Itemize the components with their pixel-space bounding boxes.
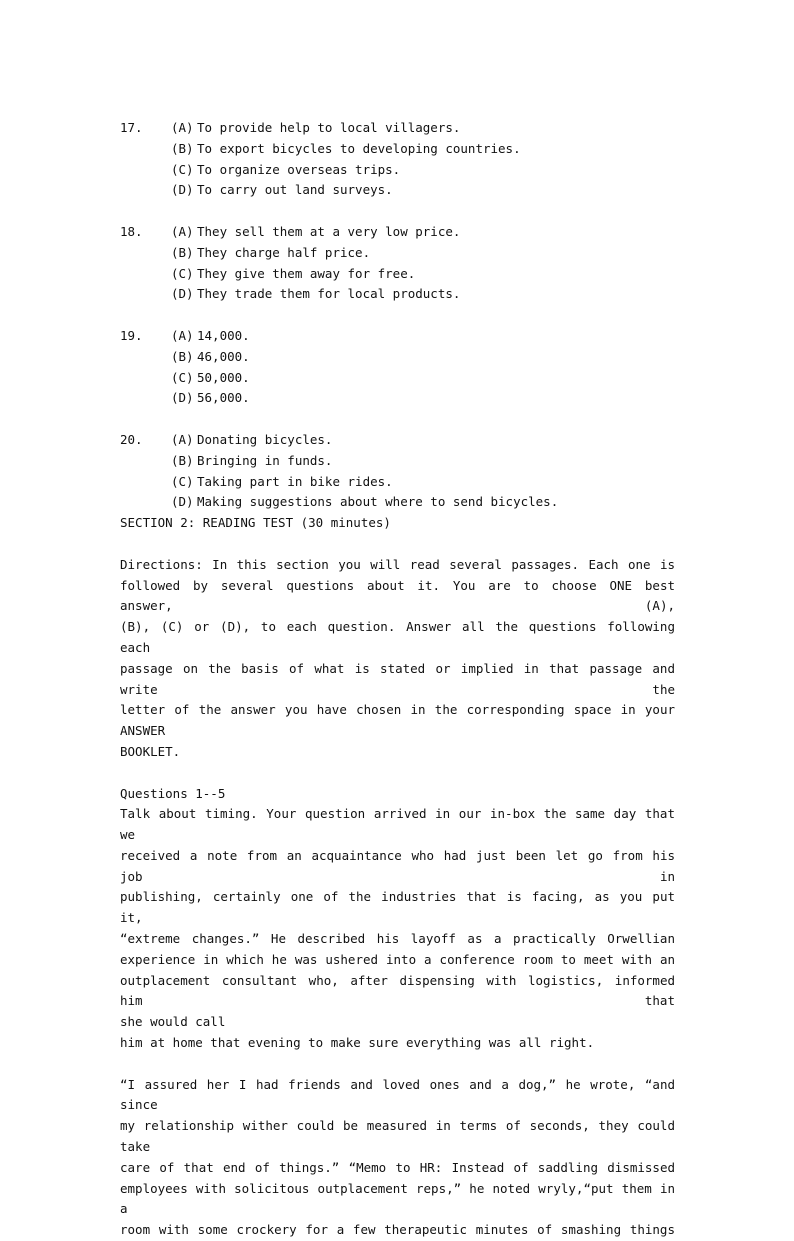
option-letter: (D) xyxy=(171,286,194,302)
directions-line: BOOKLET. xyxy=(120,743,181,759)
option-letter: (A) xyxy=(171,327,194,343)
option-letter: (D) xyxy=(171,182,194,198)
option-text: To carry out land surveys. xyxy=(197,182,393,198)
option-text: To provide help to local villagers. xyxy=(197,120,461,135)
question-19 xyxy=(120,326,675,409)
passage-line: experience in which he was ushered into a conference room to meet with an xyxy=(120,951,675,967)
passage-line: Talk about timing. Your question arrived in our in-box the same day that we xyxy=(120,806,675,843)
directions-line: (B), (C) or (D), to each question. Answer all the questions following each xyxy=(120,619,675,655)
option-letter: (B) xyxy=(171,452,194,468)
question-18 xyxy=(120,222,675,305)
option-text: To export bicycles to developing countries. xyxy=(197,140,521,156)
option-letter: (C) xyxy=(171,161,194,177)
option-letter: (A) xyxy=(171,431,194,447)
option-a xyxy=(171,222,675,243)
option-a xyxy=(171,118,675,139)
option-letter: (C) xyxy=(171,369,194,385)
option-letter: (D) xyxy=(171,494,194,510)
questions-label: Questions 1--5 xyxy=(120,785,226,801)
passage-line: outplacement consultant who, after dispensing with logistics, informed him that xyxy=(120,972,675,1009)
question-number: 19. xyxy=(120,327,143,343)
option-letter: (A) xyxy=(171,120,194,135)
option-text: They sell them at a very low price. xyxy=(197,223,461,239)
option-text: To organize overseas trips. xyxy=(197,161,401,177)
option-text: They trade them for local products. xyxy=(197,286,461,302)
option-b xyxy=(171,243,675,264)
option-letter: (A) xyxy=(171,223,194,239)
passage-paragraph-2 xyxy=(120,1075,675,1241)
passage-line: care of that end of things.” “Memo to HR: Instead of saddling dismissed xyxy=(120,1159,675,1175)
passage-line: received a note from an acquaintance who had just been let go from his job in xyxy=(120,847,675,884)
passage-paragraph-1 xyxy=(120,804,675,1054)
passage-line: him at home that evening to make sure everything was all right. xyxy=(120,1035,595,1051)
directions-paragraph xyxy=(120,555,675,763)
option-text: Donating bicycles. xyxy=(197,431,333,447)
directions-line: followed by several questions about it. You are to choose ONE best answer, (A), xyxy=(120,577,675,614)
option-d xyxy=(171,388,675,409)
option-letter: (B) xyxy=(171,140,194,156)
section-heading: SECTION 2: READING TEST (30 minutes) xyxy=(120,515,391,531)
option-c xyxy=(171,160,675,181)
question-number: 20. xyxy=(120,431,143,447)
question-number: 17. xyxy=(120,120,143,135)
directions-line: letter of the answer you have chosen in the corresponding space in your ANSWER xyxy=(120,702,675,739)
option-d xyxy=(171,180,675,201)
document-page xyxy=(120,118,675,1241)
passage-line: “I assured her I had friends and loved ones and a dog,” he wrote, “and since xyxy=(120,1076,675,1113)
passage-line: my relationship wither could be measured in terms of seconds, they could take xyxy=(120,1118,675,1155)
option-b xyxy=(171,347,675,368)
passage-line: “extreme changes.” He described his layoff as a practically Orwellian xyxy=(120,931,675,947)
option-c xyxy=(171,472,675,493)
option-text: They charge half price. xyxy=(197,244,371,260)
option-b xyxy=(171,451,675,472)
option-letter: (C) xyxy=(171,265,194,281)
directions-line: Directions: In this section you will read several passages. Each one is xyxy=(120,556,675,572)
option-d xyxy=(171,492,675,513)
option-text: Taking part in bike rides. xyxy=(197,473,393,489)
option-letter: (B) xyxy=(171,244,194,260)
option-letter: (D) xyxy=(171,390,194,406)
passage-line: she would call xyxy=(120,1014,226,1030)
option-letter: (C) xyxy=(171,473,194,489)
question-number: 18. xyxy=(120,223,143,239)
option-text: They give them away for free. xyxy=(197,265,416,281)
option-a xyxy=(171,326,675,347)
question-17 xyxy=(120,118,675,201)
question-20 xyxy=(120,430,675,513)
option-d xyxy=(171,284,675,305)
option-letter: (B) xyxy=(171,348,194,364)
passage-line: employees with solicitous outplacement reps,” he noted wryly,“put them in a xyxy=(120,1180,675,1217)
passage-line: room with some crockery for a few therapeutic minutes of smashing things xyxy=(120,1222,675,1238)
option-b xyxy=(171,139,675,160)
option-text: 56,000. xyxy=(197,390,250,406)
passage-line: publishing, certainly one of the industries that is facing, as you put it, xyxy=(120,889,675,926)
option-text: 50,000. xyxy=(197,369,250,385)
option-text: Making suggestions about where to send bicycles. xyxy=(197,494,559,510)
option-c xyxy=(171,368,675,389)
option-a xyxy=(171,430,675,451)
directions-line: passage on the basis of what is stated or implied in that passage and write the xyxy=(120,660,675,697)
option-text: Bringing in funds. xyxy=(197,452,333,468)
option-text: 46,000. xyxy=(197,348,250,364)
option-text: 14,000. xyxy=(197,327,250,343)
option-c xyxy=(171,264,675,285)
